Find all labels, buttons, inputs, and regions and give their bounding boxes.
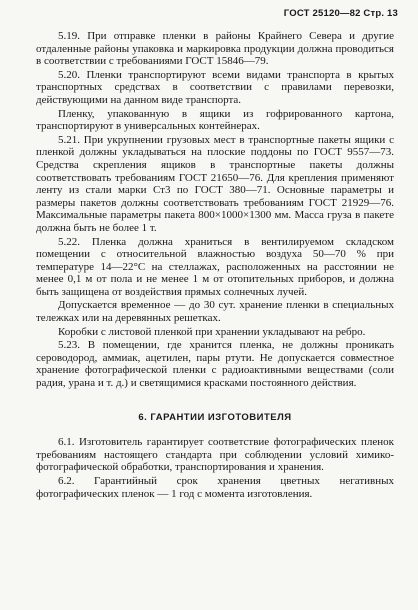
paragraph-6-1: 6.1. Изготовитель гарантирует соответствие фотографических пленок требованиям настоящего стандарта при соблюдении условий химико-фотографической обработки, транспортирования и хранения. <box>36 436 394 474</box>
paragraph-5-21: 5.21. При укрупнении грузовых мест в транспортные пакеты ящики с пленкой должны укладываться на плоские поддоны по ГОСТ 9557—73. Средства скрепления ящиков в транспортные пакеты должны соответствовать требованиям ГОСТ 21650—76. Для крепления применяют ленту из стали марки Ст3 по ГОСТ 380—71. Основные параметры и размеры пакетов должны соответствовать требованиям ГОСТ 21929—76. Максимальные параметры пакета 800×1000×1300 мм. Масса груза в пакете должна быть не более 1 т. <box>36 133 394 234</box>
paragraph-5-20: 5.20. Пленки транспортируют всеми видами транспорта в крытых транспортных средствах в соответствии с правилами перевозки, действующими на данном виде транспорта. <box>36 68 394 106</box>
page-content <box>36 30 394 501</box>
paragraph-5-19: 5.19. При отправке пленки в районы Крайнего Севера и другие отдаленные районы упаковка и маркировка продукции должна проводиться в соответствии с требованиями ГОСТ 15846—79. <box>36 30 394 68</box>
paragraph-temporary-storage: Допускается временное — до 30 сут. хранение пленки в специальных тележках или на деревянных решетках. <box>36 299 394 325</box>
paragraph-boxes: Коробки с листовой пленкой при хранении укладывают на ребро. <box>58 325 366 338</box>
paragraph-5-23: 5.23. В помещении, где хранится пленка, не должны проникать сероводород, аммиак, ацетилен, пары ртути. Не допускается совместное хранение фотографической пленки с радиоактивными веществами (соли радия, урана и т. д.) и светящимися красками постоянного действия. <box>36 339 394 390</box>
page-header: ГОСТ 25120—82 Стр. 13 <box>283 8 398 19</box>
paragraph-5-22: 5.22. Пленка должна храниться в вентилируемом складском помещении с относительной влажностью воздуха 50—70 % при температуре 14—22°С на стеллажах, расположенных на расстоянии не менее 0,1 м от пола и не менее 1 м от отопительных приборов, и должна быть защищена от воздействия прямых солнечных лучей. <box>36 235 394 298</box>
paragraph-6-2: 6.2. Гарантийный срок хранения цветных негативных фотографических пленок — 1 год с момента изготовления. <box>36 475 394 500</box>
section-title: 6. ГАРАНТИИ ИЗГОТОВИТЕЛЯ <box>138 411 292 423</box>
paragraph-packaging: Пленку, упакованную в ящики из гофрированного картона, транспортируют в универсальных контейнерах. <box>36 107 394 133</box>
